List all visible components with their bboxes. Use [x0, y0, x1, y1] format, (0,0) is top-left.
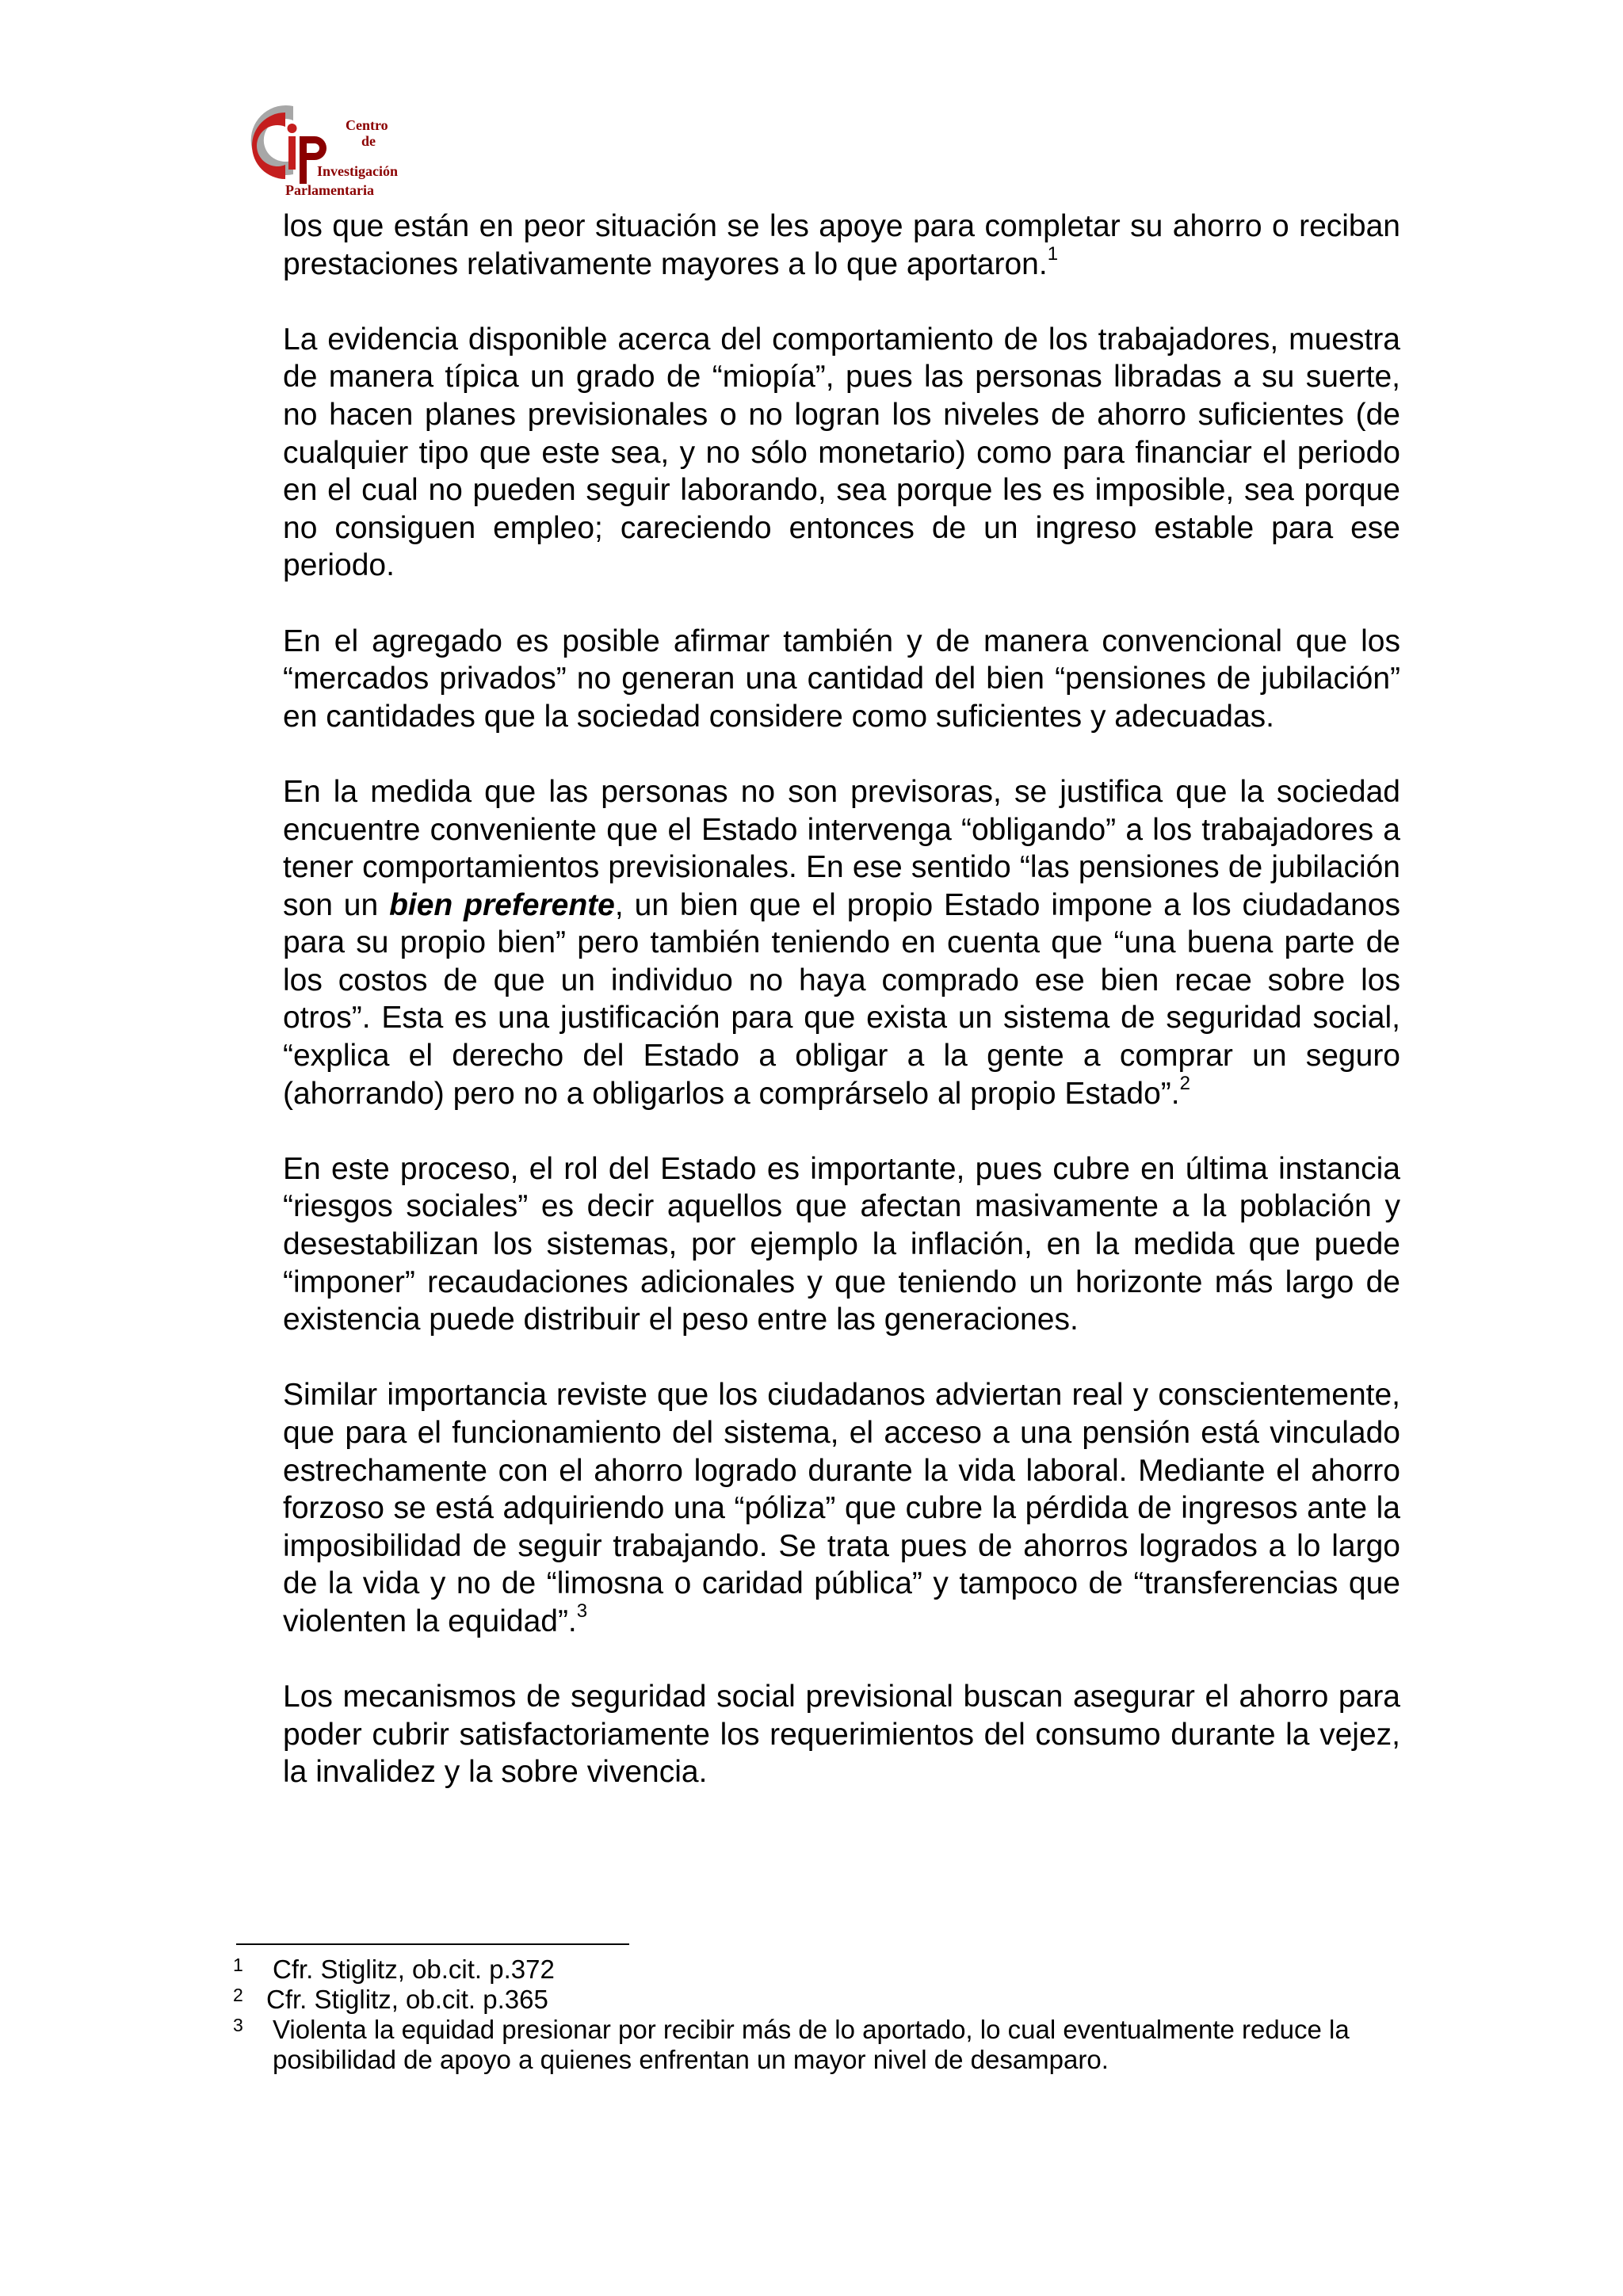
paragraph-1: los que están en peor situación se les apoye para completar su ahorro o reciban prestaciones relativamente mayores a lo que aportaron.$^1$	[283, 209, 1400, 281]
footnote-3	[233, 2015, 1406, 2075]
logo-text-de: de	[361, 133, 376, 149]
footnote-text: Cfr. Stiglitz, ob.cit. p.372	[273, 1955, 555, 1984]
footnote-ref-3[interactable]: 3	[576, 1600, 588, 1622]
logo-text-parlamentaria: Parlamentaria	[285, 182, 374, 198]
paragraph-7: Los mecanismos de seguridad social previsional buscan asegurar el ahorro para poder cubrir satisfactoriamente los requerimientos del consumo durante la vejez, la invalidez y la sobre vivencia.	[283, 1680, 1400, 1790]
footnote-number: 2	[233, 1985, 243, 2005]
paragraph-5: En este proceso, el rol del Estado es importante, pues cubre en última instancia “riesgos sociales” es decir aquellos que afectan masivamente a la población y desestabilizan los sistemas, por ejemplo la inflación, en la medida que puede “imponer” recaudaciones adicionales y que teniendo un horizonte más largo de existencia puede distribuir el peso entre las generaciones.	[283, 1151, 1400, 1337]
footnote-ref-2[interactable]: 2	[1179, 1072, 1190, 1094]
paragraph-6: Similar importancia reviste que los ciudadanos adviertan real y conscientemente, que para el funcionamiento del sistema, el acceso a una pensión está vinculado estrechamente con el ahorro logrado durante la vida laboral. Mediante el ahorro forzoso se está adquiriendo una “póliza” que cubre la pérdida de ingresos ante la imposibilidad de seguir trabajando. Se trata pues de ahorros logrados a lo largo de la vida y no de “limosna o caridad pública” y tampoco de “transferencias que violenten la equidad”.$^3$	[283, 1378, 1400, 1638]
emphasis-bien-preferente: bien preferente	[389, 887, 615, 922]
paragraph-4: En la medida que las personas no son previsoras, se justifica que la sociedad encuentre conveniente que el Estado intervenga “obligando” a los trabajadores a tener comportamientos previsionales. En ese sentido “las pensiones de jubilación son un bien preferente, un bien que el propio Estado impone a los ciudadanos para su propio bien” pero también teniendo en cuenta que “una buena parte de los costos de que un individuo no haya comprado ese bien recae sobre los otros”. Esta es una justificación para que exista un sistema de seguridad social, “explica el derecho del Estado a obligar a la gente a comprar un seguro (ahorrando) pero no a obligarlos a comprárselo al propio Estado”.$^2$	[283, 774, 1400, 1111]
cip-logo	[238, 101, 412, 201]
logo-text-investigacion: Investigación	[317, 163, 399, 179]
footnote-divider	[236, 1943, 629, 1945]
logo-text-centro: Centro	[346, 117, 388, 133]
footnote-1	[233, 1955, 1406, 1985]
paragraph-2: La evidencia disponible acerca del comportamiento de los trabajadores, muestra de manera típica un grado de “miopía”, pues las personas libradas a su suerte, no hacen planes previsionales o no logran los niveles de ahorro suficientes (de cualquier tipo que este sea, y no sólo monetario) como para financiar el periodo en el cual no pueden seguir laborando, sea porque les es imposible, sea porque no consiguen empleo; careciendo entonces de un ingreso estable para ese periodo.	[283, 322, 1400, 583]
footnote-number: 1	[233, 1955, 243, 1975]
body-text	[283, 208, 1400, 1791]
paragraph-3: En el agregado es posible afirmar también y de manera convencional que los “mercados privados” no generan una cantidad del bien “pensiones de jubilación” en cantidades que la sociedad considere como suficientes y adecuadas.	[283, 624, 1400, 734]
footnote-ref-1[interactable]: 1	[1047, 242, 1059, 265]
footnotes	[233, 1955, 1406, 2075]
logo-letters: CIP	[238, 101, 239, 102]
footnote-2	[233, 1985, 1406, 2015]
footnote-text: Violenta la equidad presionar por recibir más de lo aportado, lo cual eventualmente reduce la posibilidad de apoyo a quienes enfrentan un mayor nivel de desamparo.	[273, 2015, 1350, 2074]
footnote-number: 3	[233, 2015, 243, 2035]
cip-logo-graphic	[238, 101, 412, 201]
footnote-text: Cfr. Stiglitz, ob.cit. p.365	[266, 1985, 548, 2014]
